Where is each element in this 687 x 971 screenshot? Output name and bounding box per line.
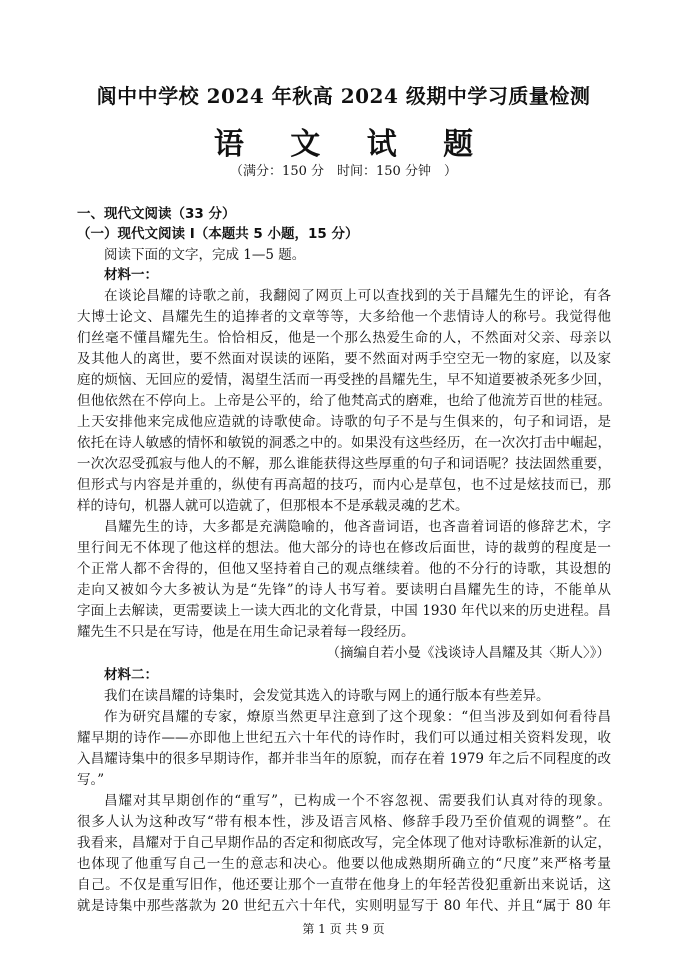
material2-para2-line: 作为研究昌耀的专家，燎原当然更早注意到了这个现象：“但当涉及到如何看待昌 (104, 709, 611, 725)
material1-para2-line: 里行间无不体现了他这样的想法。他大部分的诗也在修改后面世，诗的裁剪的程度是一 (77, 540, 611, 556)
subsection-heading: （一）现代文阅读 I（本题共 5 小题，15 分） (77, 226, 359, 242)
material2-para1-line: 我们在读昌耀的诗集时，会发觉其选入的诗歌与网上的通行版本有些差异。 (104, 688, 550, 704)
material1-line: 依托在诗人敏感的情怀和敏锐的洞悉之中的。如果没有这些经历，在一次次打击中崛起， (77, 435, 611, 451)
material1-para2-line: 走向又被如今大多被认为是“先锋”的诗人书写着。要读明白昌耀先生的诗，不能单从 (77, 582, 611, 598)
subject-title: 语 文 试 题 (213, 127, 492, 162)
material1-para2-line: 耀先生不只是在写诗，他是在用生命记录着每一段经历。 (77, 624, 415, 640)
material1-para2-line: 昌耀先生的诗，大多都是充满隐喻的，他吝啬词语，也吝啬着词语的修辞艺术，字 (104, 519, 611, 535)
material1-line: 一次次忍受孤寂与他人的不解，那么谁能获得这些厚重的句子和词语呢？技法固然重要， (77, 456, 611, 472)
section-heading: 一、现代文阅读（33 分） (77, 206, 236, 222)
material1-source: （摘编自若小曼《浅谈诗人昌耀及其〈斯人〉》） (326, 645, 610, 661)
material1-line: 在谈论昌耀的诗歌之前，我翻阅了网页上可以查找到的关于昌耀先生的评论，有各 (104, 288, 611, 304)
material1-line: 大博士论文、昌耀先生的追捧者的文章等等，大多给他一个悲情诗人的称号。我觉得他 (77, 309, 611, 325)
material1-line: 但形式与内容是并重的，纵使有再高超的技巧，而内心是草包，也不过是炫技而已，那 (77, 477, 611, 493)
material2-para2-line: 耀早期的诗作——亦即他上世纪五六十年代的诗作时，我们可以通过相关资料发现，收 (77, 730, 611, 746)
material1-line: 但他依然在不停向上。上帝是公平的，给了他梵高式的磨难，也给了他流芳百世的桂冠。 (77, 393, 611, 409)
material2-para3-line: 很多人认为这种改写“带有根本性，涉及语言风格、修辞手段乃至价值观的调整”。在 (77, 814, 611, 830)
material2-para3-line: 自己。不仅是重写旧作，他还要让那个一直带在他身上的年轻苦役犯重新出来说话，这 (77, 877, 611, 893)
material2-para2-line: 入昌耀诗集中的很多早期诗作，都并非当年的原貌，而存在着 1979 年之后不同程度的改 (77, 751, 611, 767)
material1-line: 庭的烦恼、无回应的爱情，渴望生活而一再受挫的昌耀先生，早不知道要被杀死多少回， (77, 372, 611, 388)
page-footer: 第 1 页 共 9 页 (302, 922, 385, 936)
school-exam-title: 阆中中学校 2024 年秋高 2024 级期中学习质量检测 (96, 84, 591, 108)
material2-para3-line: 昌耀对其早期创作的“重写”，已构成一个不容忽视、需要我们认真对待的现象。 (104, 793, 611, 809)
exam-meta: （满分：150 分 时间：150 分钟 ） (230, 164, 457, 179)
material1-line: 及其他人的离世，要不然面对误读的诬陷，要不然面对两手空空无一物的家庭，以及家 (77, 351, 611, 367)
material1-para2-line: 个正常人都不舍得的，但他又坚持着自己的观点继续着。他的不分行的诗歌，其设想的 (77, 561, 611, 577)
material1-line: 们丝毫不懂昌耀先生。恰恰相反，他是一个那么热爱生命的人，不然面对父亲、母亲以 (77, 330, 611, 346)
material2-para3-line: 我看来，昌耀对于自己早期作品的否定和彻底改写，完全体现了他对诗歌标准新的认定， (77, 835, 611, 851)
material1-label: 材料一： (104, 267, 158, 283)
material2-para3-line: 也体现了他重写自己一生的意志和决心。他要以他成熟期所确立的“尺度”来严格考量 (77, 856, 611, 872)
material2-para3-line: 就是诗集中那些落款为 20 世纪五六十年代，实则明显写于 80 年代、并且“属于 80 年 (77, 898, 611, 914)
instruction-text: 阅读下面的文字，完成 1—5 题。 (104, 247, 306, 263)
material2-para2-line: 写。” (77, 772, 105, 788)
material1-para2-line: 字面上去解读，更需要读上一读大西北的文化背景，中国 1930 年代以来的历史进程。昌 (77, 603, 611, 619)
material2-label: 材料二： (104, 667, 158, 683)
material1-line: 上天安排他来完成他应造就的诗歌使命。诗歌的句子不是与生俱来的，句子和词语，是 (77, 414, 611, 430)
material1-line: 样的诗句，机器人就可以造就了，但那根本不是承载灵魂的艺术。 (77, 498, 469, 514)
